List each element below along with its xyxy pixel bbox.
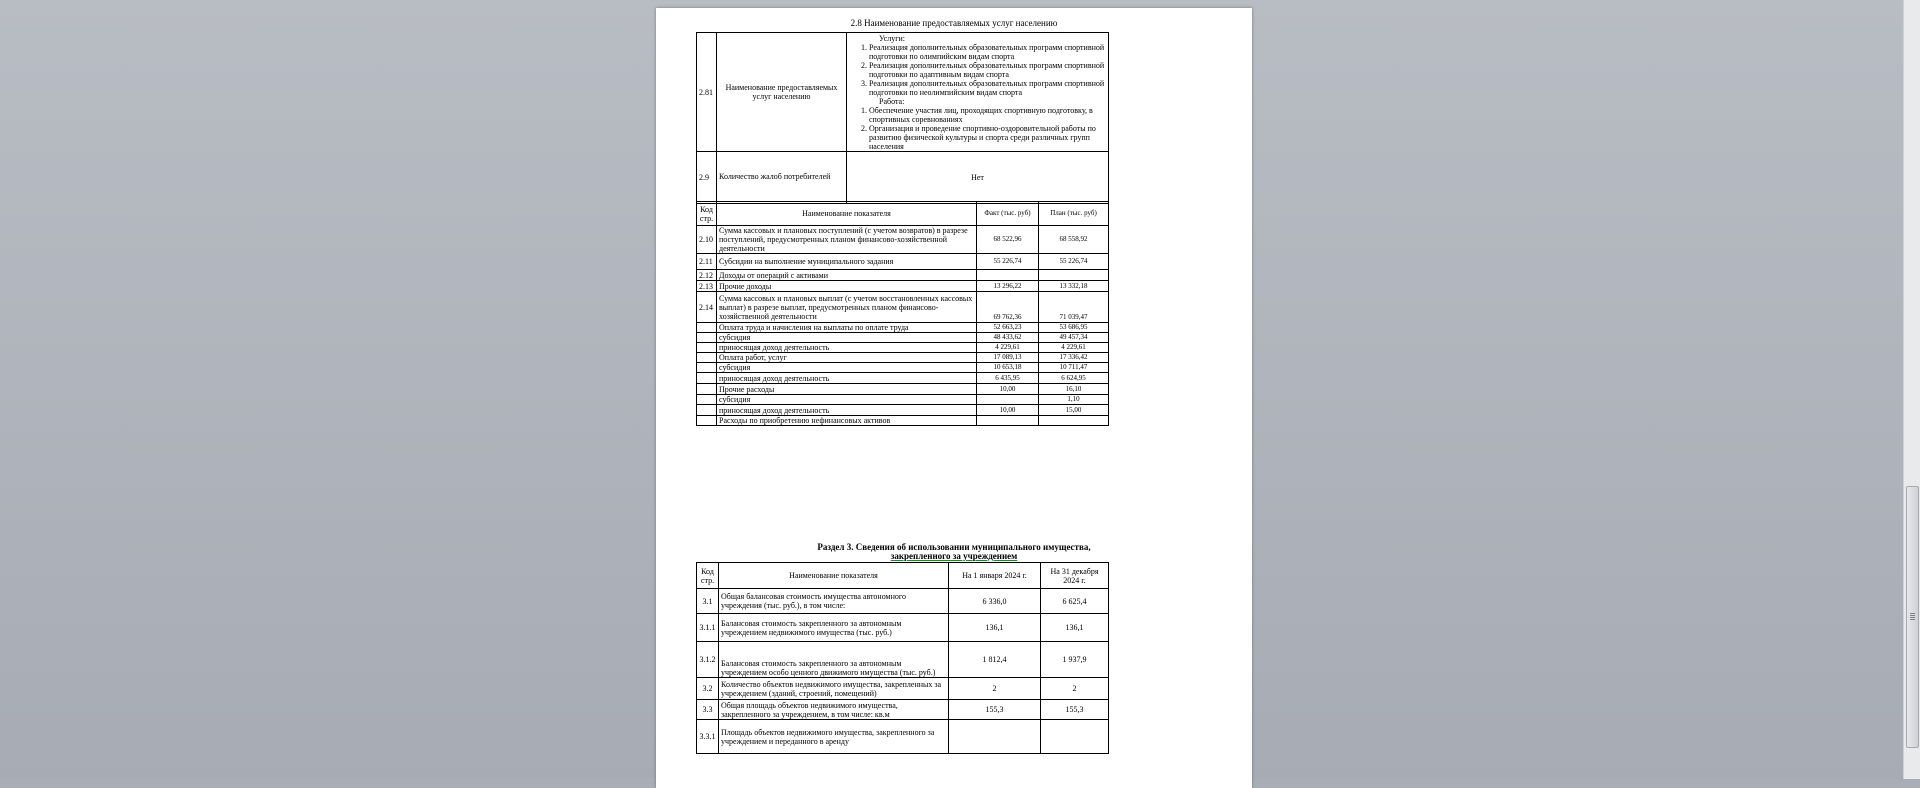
row-code <box>697 373 717 384</box>
row-dec: 2 <box>1041 678 1109 700</box>
header-code: Код стр. <box>697 563 719 589</box>
row-dec: 1 937,9 <box>1041 642 1109 678</box>
row-plan: 10 711,47 <box>1039 363 1109 373</box>
row-code <box>697 333 717 343</box>
services-table <box>696 32 1109 204</box>
header-code: Код стр. <box>697 202 717 226</box>
row-plan: 1,10 <box>1039 395 1109 405</box>
row-code: 3.2 <box>697 678 719 700</box>
row-plan: 55 226,74 <box>1039 254 1109 270</box>
list-item: 2. Организация и проведение спортивно-оздоровительной работы по развитию физической культуры и спорта среди различных групп населения <box>869 124 1106 151</box>
row-plan: 71 039,47 <box>1039 292 1109 323</box>
row-name: Балансовая стоимость закрепленного за автономным учреждением особо ценного движимого имущества (тыс. руб.) <box>719 642 949 678</box>
row-name: Наименование предоставляемых услуг населению <box>717 33 847 152</box>
services-heading: Услуги: <box>879 34 906 43</box>
document-page <box>656 8 1252 788</box>
row-dec: 155,3 <box>1041 700 1109 720</box>
list-item: 3. Реализация дополнительных образовательных программ спортивной подготовки по неолимпийским видам спорта <box>869 79 1106 97</box>
row-code <box>697 384 717 395</box>
section-2-8-title: 2.8 Наименование предоставляемых услуг населению <box>850 18 1058 28</box>
row-value: Нет <box>847 152 1109 204</box>
table-header-row <box>697 202 1109 226</box>
vertical-scrollbar[interactable] <box>1903 0 1920 779</box>
row-code: 3.3 <box>697 700 719 720</box>
row-name: Оплата работ, услуг <box>717 353 977 363</box>
row-fact: 69 762,36 <box>977 292 1039 323</box>
row-name: Балансовая стоимость закрепленного за автономным учреждением недвижимого имущества (тыс. руб.) <box>719 614 949 642</box>
table-row <box>697 353 1109 363</box>
row-code: 2.14 <box>697 292 717 323</box>
list-item: 1. Реализация дополнительных образовательных программ спортивной подготовки по олимпийским видам спорта <box>869 43 1106 61</box>
row-plan: 6 624,95 <box>1039 373 1109 384</box>
row-fact: 10,00 <box>977 405 1039 416</box>
row-fact <box>977 416 1039 426</box>
row-code: 3.1.1 <box>697 614 719 642</box>
header-plan: План (тыс. руб) <box>1039 202 1109 226</box>
table-row <box>697 254 1109 270</box>
table-row <box>697 614 1109 642</box>
scrollbar-thumb[interactable] <box>1906 486 1919 748</box>
row-code: 2.81 <box>697 33 717 152</box>
row-dec: 136,1 <box>1041 614 1109 642</box>
row-fact <box>977 270 1039 281</box>
services-list <box>849 43 1106 97</box>
row-plan: 15,00 <box>1039 405 1109 416</box>
row-fact: 10 653,18 <box>977 363 1039 373</box>
table-row <box>697 589 1109 614</box>
row-fact: 10,00 <box>977 384 1039 395</box>
services-list-cell <box>847 33 1109 152</box>
row-plan: 16,10 <box>1039 384 1109 395</box>
row-jan <box>949 720 1041 754</box>
row-code: 2.9 <box>697 152 717 204</box>
row-code <box>697 395 717 405</box>
table-row <box>697 333 1109 343</box>
table-row <box>697 226 1109 254</box>
section-3-title: Раздел 3. Сведения об использовании муниципального имущества, <box>817 542 1091 552</box>
table-row <box>697 33 1109 152</box>
table-row <box>697 384 1109 395</box>
row-jan: 155,3 <box>949 700 1041 720</box>
row-name: Количество жалоб потребителей <box>717 152 847 204</box>
table-row <box>697 416 1109 426</box>
table-row <box>697 642 1109 678</box>
header-fact: Факт (тыс. руб) <box>977 202 1039 226</box>
row-code <box>697 416 717 426</box>
row-code: 3.3.1 <box>697 720 719 754</box>
header-dec: На 31 декабря 2024 г. <box>1041 563 1109 589</box>
row-jan: 1 812,4 <box>949 642 1041 678</box>
row-fact: 55 226,74 <box>977 254 1039 270</box>
table-header-row <box>697 563 1109 589</box>
row-plan: 4 229,61 <box>1039 343 1109 353</box>
row-name: Общая балансовая стоимость имущества автономного учреждения (тыс. руб.), в том числе: <box>719 589 949 614</box>
table-row <box>697 405 1109 416</box>
row-name: Площадь объектов недвижимого имущества, закрепленного за учреждением и переданного в аренду <box>719 720 949 754</box>
row-jan: 136,1 <box>949 614 1041 642</box>
row-plan: 17 336,42 <box>1039 353 1109 363</box>
row-jan: 2 <box>949 678 1041 700</box>
row-dec: 6 625,4 <box>1041 589 1109 614</box>
row-name: Доходы от операций с активами <box>717 270 977 281</box>
list-item: 2. Реализация дополнительных образовательных программ спортивной подготовки по адаптивным видам спорта <box>869 61 1106 79</box>
row-fact: 17 089,13 <box>977 353 1039 363</box>
row-code <box>697 323 717 333</box>
finance-table <box>696 201 1109 426</box>
table-row <box>697 292 1109 323</box>
row-fact: 52 663,23 <box>977 323 1039 333</box>
works-heading: Работа: <box>879 97 905 106</box>
row-name: Субсидии на выполнение муниципального задания <box>717 254 977 270</box>
row-name: субсидия <box>717 395 977 405</box>
row-code <box>697 363 717 373</box>
row-name: приносящая доход деятельность <box>717 343 977 353</box>
row-name: субсидия <box>717 333 977 343</box>
row-code: 2.11 <box>697 254 717 270</box>
table-row <box>697 323 1109 333</box>
row-name: приносящая доход деятельность <box>717 405 977 416</box>
row-name: приносящая доход деятельность <box>717 373 977 384</box>
row-name: Оплата труда и начисления на выплаты по оплате труда <box>717 323 977 333</box>
row-fact: 6 435,95 <box>977 373 1039 384</box>
row-jan: 6 336,0 <box>949 589 1041 614</box>
row-fact: 68 522,96 <box>977 226 1039 254</box>
table-row <box>697 373 1109 384</box>
row-code: 2.10 <box>697 226 717 254</box>
table-row <box>697 395 1109 405</box>
row-code <box>697 405 717 416</box>
row-plan: 13 332,18 <box>1039 281 1109 292</box>
row-plan <box>1039 270 1109 281</box>
section-3-subtitle: закрепленного за учреждением <box>890 551 1018 561</box>
table-row <box>697 363 1109 373</box>
table-row <box>697 152 1109 204</box>
row-name: Расходы по приобретению нефинансовых активов <box>717 416 977 426</box>
table-row <box>697 700 1109 720</box>
row-name: Прочие доходы <box>717 281 977 292</box>
row-plan <box>1039 416 1109 426</box>
row-fact: 13 296,22 <box>977 281 1039 292</box>
row-code <box>697 353 717 363</box>
row-dec <box>1041 720 1109 754</box>
row-plan: 68 558,92 <box>1039 226 1109 254</box>
header-name: Наименование показателя <box>717 202 977 226</box>
header-jan: На 1 января 2024 г. <box>949 563 1041 589</box>
row-name: Количество объектов недвижимого имущества, закрепленных за учреждением (зданий, строений, помещений) <box>719 678 949 700</box>
row-plan: 53 686,95 <box>1039 323 1109 333</box>
row-code: 2.12 <box>697 270 717 281</box>
table-row <box>697 720 1109 754</box>
row-name: Общая площадь объектов недвижимого имущества, закрепленного за учреждением, в том числе: кв.м <box>719 700 949 720</box>
table-row <box>697 281 1109 292</box>
list-item: 1. Обеспечение участия лиц, проходящих спортивную подготовку, в спортивных соревнованиях <box>869 106 1106 124</box>
row-name: субсидия <box>717 363 977 373</box>
row-fact <box>977 395 1039 405</box>
property-table <box>696 562 1109 754</box>
row-fact: 4 229,61 <box>977 343 1039 353</box>
row-fact: 48 433,62 <box>977 333 1039 343</box>
table-row <box>697 343 1109 353</box>
row-code: 3.1.2 <box>697 642 719 678</box>
table-row <box>697 270 1109 281</box>
row-name: Сумма кассовых и плановых поступлений (с учетом возвратов) в разрезе поступлений, предусмотренных планом финансово-хозяйственной деятельности <box>717 226 977 254</box>
header-name: Наименование показателя <box>719 563 949 589</box>
row-name: Сумма кассовых и плановых выплат (с учетом восстановленных кассовых выплат) в разрезе выплат, предусмотренных планом финансово-хозяйственной деятельности <box>717 292 977 323</box>
row-code: 2.13 <box>697 281 717 292</box>
row-code: 3.1 <box>697 589 719 614</box>
row-code <box>697 343 717 353</box>
row-name: Прочие расходы <box>717 384 977 395</box>
table-row <box>697 678 1109 700</box>
row-plan: 49 457,34 <box>1039 333 1109 343</box>
works-list <box>849 106 1106 151</box>
